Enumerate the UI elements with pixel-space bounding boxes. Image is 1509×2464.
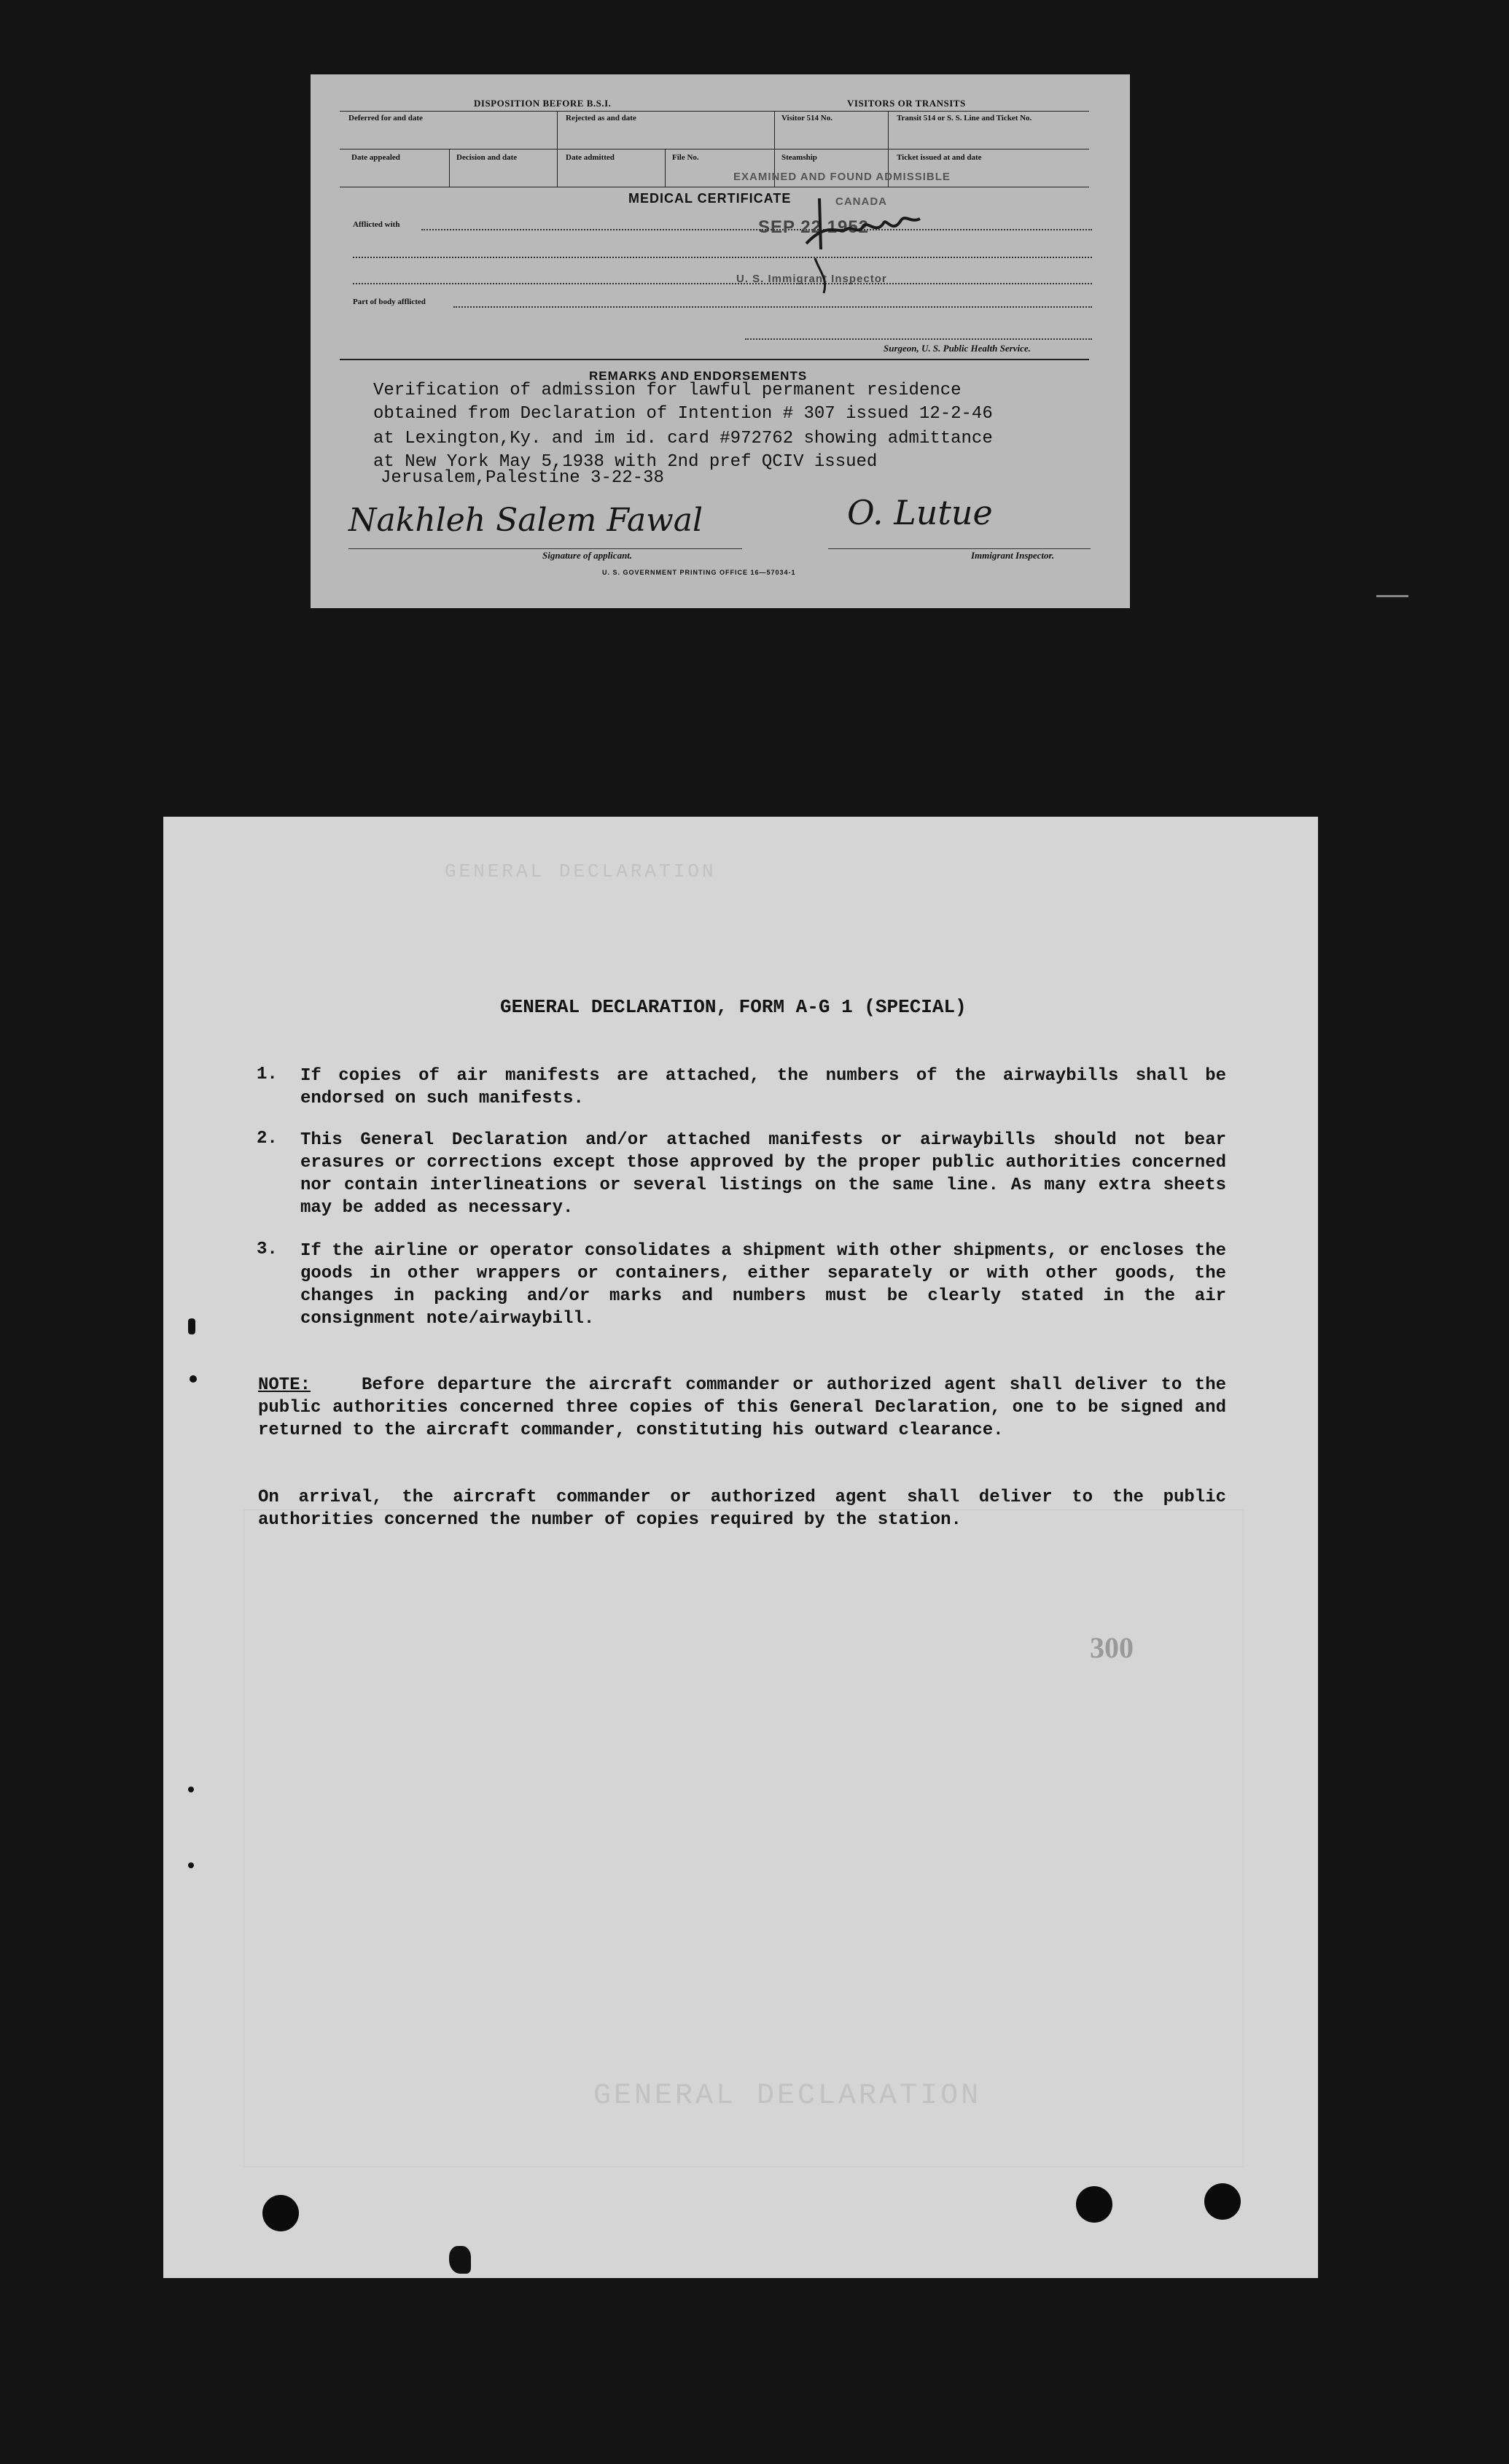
ink-blot <box>449 2246 471 2274</box>
margin-mark <box>188 1318 195 1334</box>
medical-certificate-title: MEDICAL CERTIFICATE <box>628 191 792 206</box>
file-no-label: File No. <box>672 153 699 162</box>
item-number: 2. <box>257 1129 278 1149</box>
note-paragraph <box>258 1374 1226 1442</box>
item-text-2: This General Declaration and/or attached manifests or airwaybills should not bear erasures or corrections except those approved by the proper public authorities concerned nor contain interlineations or several listings on the same line. As many extra sheets may be added as necessary. <box>300 1130 1226 1218</box>
rule <box>340 111 1089 112</box>
item-text-3: If the airline or operator consolidates a shipment with other shipments, or encloses the goods in other wrappers or containers, either separately or with other goods, the changes in packing and/or marks and numbers must be clearly stated in the air consignment note/airwaybill. <box>300 1241 1226 1329</box>
visitor-label: Visitor 514 No. <box>781 114 833 123</box>
remark-line-3: at Lexington,Ky. and im id. card #972762 showing admittance <box>373 429 993 448</box>
note-text: Before departure the aircraft commander or authorized agent shall deliver to the public authorities concerned three copies of this General Declaration, one to be signed and returned to the aircraft commander, constituting his outward clearance. <box>258 1375 1227 1440</box>
visitors-header: VISITORS OR TRANSITS <box>847 98 966 109</box>
margin-mark <box>190 1375 197 1383</box>
note-label: NOTE: <box>258 1375 311 1395</box>
signature-line <box>348 548 742 549</box>
part-of-body-label: Part of body afflicted <box>353 298 426 306</box>
dotted-line <box>453 306 1092 308</box>
ticket-label: Ticket issued at and date <box>897 153 982 162</box>
bleed-through-text: GENERAL DECLARATION <box>445 860 717 882</box>
dotted-line <box>745 338 1092 340</box>
transit-label: Transit 514 or S. S. Line and Ticket No. <box>897 114 1032 123</box>
disposition-header: DISPOSITION BEFORE B.S.I. <box>474 98 612 109</box>
stamp-admissible: EXAMINED AND FOUND ADMISSIBLE <box>733 171 951 183</box>
inspector-signature: O. Lutue <box>847 493 993 532</box>
stamp-inspector: U. S. Immigrant Inspector <box>736 273 887 285</box>
stamp-signature-scribble <box>777 191 952 300</box>
punch-hole <box>1204 2183 1241 2220</box>
remark-line-2: obtained from Declaration of Intention # 307 issued 12-2-46 <box>373 404 993 424</box>
date-appealed-label: Date appealed <box>351 153 400 162</box>
date-admitted-label: Date admitted <box>566 153 615 162</box>
remark-line-5: Jerusalem,Palestine 3-22-38 <box>381 468 664 488</box>
margin-mark <box>188 1787 194 1792</box>
surgeon-label: Surgeon, U. S. Public Health Service. <box>884 343 1031 354</box>
bleed-through-table <box>243 1509 1244 2167</box>
margin-mark <box>188 1862 194 1868</box>
punch-hole <box>262 2195 299 2231</box>
inspector-label: Immigrant Inspector. <box>971 550 1055 561</box>
deferred-label: Deferred for and date <box>348 114 423 123</box>
rejected-label: Rejected as and date <box>566 114 636 123</box>
page-number: 300 <box>1090 1631 1134 1664</box>
remark-line-4: at New York May 5,1938 with 2nd pref QCIV issued <box>373 452 878 472</box>
afflicted-label: Afflicted with <box>353 220 400 229</box>
bleed-through-text: GENERAL DECLARATION <box>593 2080 982 2113</box>
item-number: 1. <box>257 1065 278 1084</box>
dotted-line <box>421 229 1092 230</box>
applicant-signature-label: Signature of applicant. <box>542 550 633 561</box>
dotted-line <box>353 257 1092 258</box>
film-mark <box>1376 595 1408 597</box>
rule <box>340 359 1089 360</box>
item-text-1: If copies of air manifests are attached, the numbers of the airwaybills shall be endorsed on such manifests. <box>300 1066 1226 1108</box>
printing-office: U. S. GOVERNMENT PRINTING OFFICE 16—57034-1 <box>602 569 796 576</box>
applicant-signature: Nakhleh Salem Fawal <box>348 502 703 539</box>
punch-hole <box>1076 2186 1112 2223</box>
divider <box>449 149 450 187</box>
dotted-line <box>353 283 1092 284</box>
divider <box>665 149 666 187</box>
stamp-canada: CANADA <box>835 195 887 208</box>
steamship-label: Steamship <box>781 153 817 162</box>
signature-line <box>828 548 1091 549</box>
arrival-paragraph: On arrival, the aircraft commander or authorized agent shall deliver to the public authorities concerned the number of copies required by the station. <box>258 1488 1226 1530</box>
stamp-date: SEP 22 1952 <box>758 217 870 237</box>
immigration-card <box>311 74 1130 608</box>
item-number: 3. <box>257 1240 278 1259</box>
general-declaration-page <box>163 817 1318 2278</box>
remark-line-1: Verification of admission for lawful permanent residence <box>373 381 962 400</box>
document-title: GENERAL DECLARATION, FORM A-G 1 (SPECIAL) <box>500 996 967 1018</box>
remarks-title: REMARKS AND ENDORSEMENTS <box>589 369 808 383</box>
decision-label: Decision and date <box>456 153 518 162</box>
